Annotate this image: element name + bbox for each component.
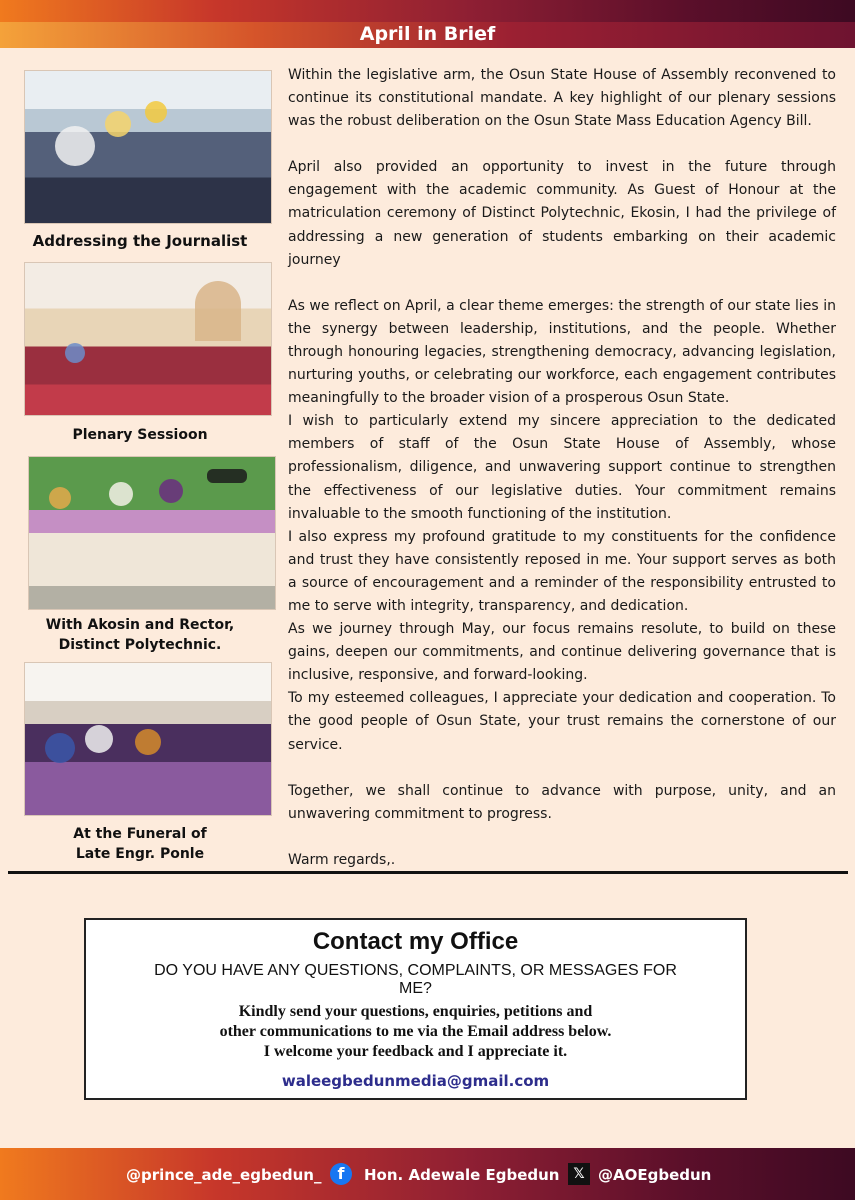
caption-plenary: Plenary Sessioon [72, 427, 208, 443]
paragraph: As we reflect on April, a clear theme emerges: the strength of our state lies in the synergy between leadership, institutions, and the people. Whether through honouring legacies, strengthening democracy, advancing legislation, nurturing youths, or celebrating our workforce, each engagement contributes meaningfully to the broader vision of a prosperous Osun State. [288, 297, 836, 407]
paragraph: Within the legislative arm, the Osun State House of Assembly reconvened to continue its constitutional mandate. A key highlight of our plenary sessions was the robust deliberation on the Osun State Mass Education Agency Bill. [288, 67, 836, 130]
facebook-icon[interactable]: f [330, 1163, 352, 1185]
contact-box [84, 918, 747, 1100]
contact-title: Contact my Office [312, 928, 519, 955]
paragraph: I also express my profound gratitude to my constituents for the confidence and trust they have consistently reposed in me. Your support serves as both a source of encouragement and a reminder of the responsibility entrusted to me to serve with integrity, transparency, and dedication. [288, 528, 836, 614]
photo-akosin-rector [28, 456, 276, 610]
contact-line: other communications to me via the Email address below. [219, 1023, 612, 1040]
paragraph: To my esteemed colleagues, I appreciate your dedication and cooperation. To the good people of Osun State, your trust remains the cornerstone of our service. [288, 690, 836, 753]
x-handle[interactable]: @AOEgbedun [598, 1166, 712, 1184]
article-body [288, 64, 836, 872]
caption-akosin-rector [24, 615, 256, 655]
contact-line: Kindly send your questions, enquiries, petitions and [238, 1003, 593, 1020]
caption-funeral [24, 824, 256, 864]
caption-line: Late Engr. Ponle [75, 846, 205, 862]
photo-plenary [24, 262, 272, 416]
contact-email-link[interactable]: waleegbedunmedia@gmail.com [281, 1072, 550, 1090]
photo-funeral [24, 662, 272, 816]
facebook-handle[interactable]: Hon. Adewale Egbedun [364, 1166, 560, 1184]
page-title: April in Brief [359, 23, 496, 45]
contact-question: DO YOU HAVE ANY QUESTIONS, COMPLAINTS, OR MESSAGES FOR ME? [154, 962, 677, 997]
caption-journalist: Addressing the Journalist [32, 232, 248, 250]
contact-line: I welcome your feedback and I appreciate it. [263, 1043, 568, 1060]
caption-line: With Akosin and Rector, [45, 617, 235, 633]
x-icon[interactable]: 𝕏 [568, 1163, 590, 1185]
sign-off: Warm regards,. [288, 851, 396, 868]
paragraph: I wish to particularly extend my sincere appreciation to the dedicated members of staff of the Osun State House of Assembly, whose professionalism, diligence, and unwavering support continue to strengthen the effectiveness of our legislative duties. Your commitment remains invaluable to the smooth functioning of the institution. [288, 413, 836, 522]
contact-instructions [86, 1002, 745, 1062]
photo-journalist [24, 70, 272, 224]
paragraph: As we journey through May, our focus remains resolute, to build on these gains, deepen our commitments, and continue delivering governance that is inclusive, responsive, and forward-looking. [288, 621, 836, 684]
paragraph: Together, we shall continue to advance with purpose, unity, and an unwavering commitment to progress. [288, 782, 836, 822]
caption-line: Distinct Polytechnic. [58, 637, 222, 653]
paragraph: April also provided an opportunity to invest in the future through engagement with the academic community. As Guest of Honour at the matriculation ceremony of Distinct Polytechnic, Ekosin, I had the privilege of addressing a new generation of students embarking on their academic journey [288, 159, 836, 268]
title-bar [0, 22, 855, 48]
instagram-handle[interactable]: @prince_ade_egbedun_ [126, 1166, 322, 1184]
caption-line: At the Funeral of [73, 826, 207, 842]
divider [8, 871, 848, 874]
